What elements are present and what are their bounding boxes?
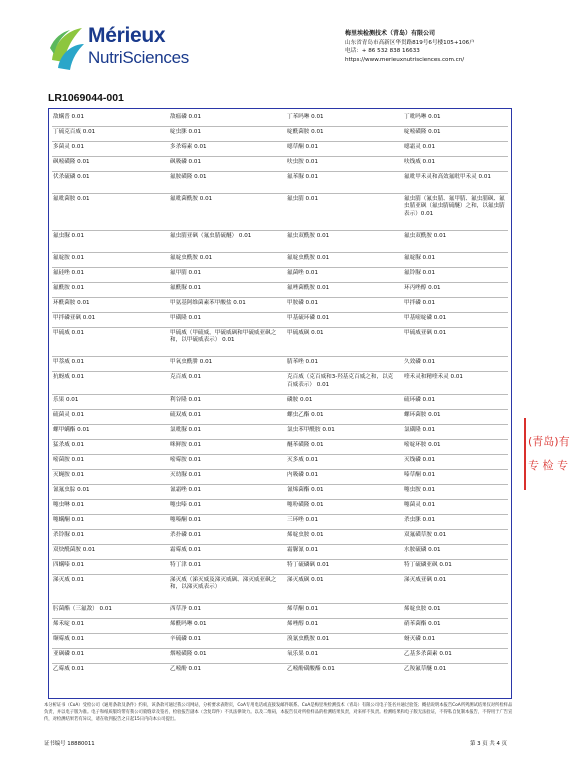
table-cell: 咪鲜胺 0.01 xyxy=(170,441,202,448)
row-divider xyxy=(52,230,508,231)
table-cell: 腈苯唑 0.01 xyxy=(287,359,319,366)
table-cell: 克百威（克百威和3-羟基克百威之和，以克百威表示） 0.01 xyxy=(287,374,394,388)
table-cell: 烯酰吗啉 0.01 xyxy=(170,621,207,627)
table-cell: 甲氧虫酰肼 0.01 xyxy=(170,359,213,366)
row-divider xyxy=(52,544,508,545)
table-cell: 氟吡菌胺 0.01 xyxy=(53,196,90,203)
table-cell: 氰烯菌酯 0.01 xyxy=(287,486,324,493)
table-cell: 氟虫双酰胺 0.01 xyxy=(287,232,330,239)
seal-stamp xyxy=(528,430,570,478)
company-info xyxy=(345,30,535,64)
logo-text-line2: NutriSciences xyxy=(88,48,189,67)
table-cell: 硫环磷 0.01 xyxy=(404,396,436,403)
table-cell: 醚苯磺隆 0.01 xyxy=(287,441,324,448)
table-cell: 乙霉威 0.01 xyxy=(53,666,85,672)
table-cell: 丁硫克百威 0.01 xyxy=(53,129,96,135)
row-divider xyxy=(52,356,508,357)
table-cell: 乐果 0.01 xyxy=(53,396,79,403)
row-divider xyxy=(52,282,508,283)
table-cell: 氟铃脲 0.01 xyxy=(404,270,436,276)
table-cell: 呋虫胺 0.01 xyxy=(287,159,319,165)
table-cell: 啶酰菌胺 0.01 xyxy=(287,129,324,135)
table-cell: 杀虫脒 0.01 xyxy=(404,516,436,523)
stamp-text-2: 专 检 专 xyxy=(528,459,568,472)
table-cell: 砜嘧磺隆 0.01 xyxy=(53,159,90,165)
table-cell: 溴氰虫酰胺 0.01 xyxy=(287,636,330,642)
table-cell: 烯啶虫胺 0.01 xyxy=(404,606,441,612)
table-cell: 啶虫脒 0.01 xyxy=(170,129,202,135)
table-cell: 甲磺隆 0.01 xyxy=(170,315,202,321)
table-cell: 灭多威 0.01 xyxy=(287,456,319,463)
table-cell: 乙基多杀菌素 0.01 xyxy=(404,651,452,657)
table-cell: 蚜灭磷 0.01 xyxy=(404,636,436,642)
row-divider xyxy=(52,409,508,410)
table-cell: 螺环菌胺 0.01 xyxy=(404,411,441,418)
table-cell: 三环唑 0.01 xyxy=(287,516,319,523)
row-divider xyxy=(52,559,508,560)
table-cell: 多杀霉素 0.01 xyxy=(170,144,207,150)
row-divider xyxy=(52,574,508,575)
table-cell: 敌瘟磷 0.01 xyxy=(170,114,202,120)
table-cell: 甲拌磷 0.01 xyxy=(404,300,436,306)
table-cell: 硫菌灵 0.01 xyxy=(53,411,85,418)
row-divider xyxy=(52,297,508,298)
page-number: 第 3 页 共 4 页 xyxy=(470,741,507,747)
table-cell: 氟啶虫酰胺 0.01 xyxy=(287,255,330,261)
table-cell: 霜霉威 0.01 xyxy=(170,546,202,553)
table-cell: 伏杀硫磷 0.01 xyxy=(53,174,90,180)
logo-text-line1: Mérieux xyxy=(88,24,166,47)
table-cell: 氟菌唑 0.01 xyxy=(287,270,319,276)
table-cell: 乙羧氟草醚 0.01 xyxy=(404,666,447,672)
table-cell: 磷胺 0.01 xyxy=(287,396,313,403)
table-cell: 霜脲氰 0.01 xyxy=(287,546,319,553)
row-divider xyxy=(52,312,508,313)
table-cell: 甲基硫环磷 0.01 xyxy=(287,315,330,321)
table-cell: 涕灭威亚砜 0.01 xyxy=(404,576,447,583)
row-divider xyxy=(52,529,508,530)
row-divider xyxy=(52,171,508,172)
row-divider xyxy=(52,371,508,372)
company-address: 山东省青岛市高新区华贯路819号6号楼105+106户 xyxy=(345,39,475,46)
table-cell: 抗蚜威 0.01 xyxy=(53,374,85,381)
row-divider xyxy=(52,484,508,485)
table-cell: 烯禾啶 0.01 xyxy=(53,621,85,627)
table-cell: 环酰菌胺 0.01 xyxy=(53,300,90,306)
table-cell: 氟虫腈 0.01 xyxy=(287,196,319,203)
row-divider xyxy=(52,648,508,649)
table-cell: 螺虫乙酯 0.01 xyxy=(287,411,324,418)
table-cell: 克百威 0.01 xyxy=(170,374,202,381)
table-cell: 嘧菌胺 0.01 xyxy=(53,456,85,463)
table-cell: 甲硫威 0.01 xyxy=(53,330,85,336)
table-cell: 丁吡吗啉 0.01 xyxy=(404,114,441,120)
table-cell: 甲硫威（甲硫威，甲硫威砜和甲硫威亚砜之和，以甲硫威表示） 0.01 xyxy=(170,330,277,344)
table-cell: 噻虫胺 0.01 xyxy=(404,486,436,493)
table-cell: 噻螨酮 0.01 xyxy=(53,516,85,523)
table-cell: 水胺硫磷 0.01 xyxy=(404,546,441,553)
table-cell: 嘧啶环胺 0.01 xyxy=(404,441,441,448)
row-divider xyxy=(52,603,508,604)
table-cell: 硫双威 0.01 xyxy=(170,411,202,418)
table-cell: 螺甲螨酯 0.01 xyxy=(53,426,90,433)
table-cell: 氟苯脲 0.01 xyxy=(287,174,319,180)
table-cell: 甲拌磷亚砜 0.01 xyxy=(53,315,96,321)
row-divider xyxy=(52,394,508,395)
table-cell: 四螨嗪 0.01 xyxy=(53,561,85,568)
row-divider xyxy=(52,327,508,328)
table-cell: 氟吡甲禾灵和高效氟吡甲禾灵 0.01 xyxy=(404,174,491,180)
table-cell: 杀扑磷 0.01 xyxy=(170,531,202,538)
table-cell: 缬霉威 0.01 xyxy=(53,636,85,642)
table-cell: 氟甲腈 0.01 xyxy=(170,270,202,276)
table-cell: 氟胺磺隆 0.01 xyxy=(170,174,207,180)
table-cell: 噻嗪酮 0.01 xyxy=(170,516,202,523)
table-cell: 涕灭威 0.01 xyxy=(53,576,85,583)
row-divider xyxy=(52,126,508,127)
row-divider xyxy=(52,499,508,500)
certificate-number: 证书编号 18880011 xyxy=(44,741,95,747)
table-cell: 氟虫双酰胺 0.01 xyxy=(404,232,447,239)
table-cell: 内吸磷 0.01 xyxy=(287,471,319,478)
row-divider xyxy=(52,267,508,268)
company-logo xyxy=(48,22,188,74)
table-cell: 猛杀威 0.01 xyxy=(53,441,85,448)
table-cell: 特丁硫磷砜 0.01 xyxy=(287,561,330,568)
table-cell: 氟虫腈（氟虫腈、氟甲腈、氟虫腈砜、氟虫腈亚砜（氟虫腈硫醚）之和，以氟虫腈表示）0.01 xyxy=(404,196,505,217)
table-cell: 灭幼脲 0.01 xyxy=(170,471,202,478)
table-cell: 氰霜唑 0.01 xyxy=(170,486,202,493)
table-cell: 涕灭威（涕灭威及涕灭威砜、涕灭威亚砜之和，以涕灭威表示） xyxy=(170,576,277,590)
table-cell: 氟酰胺 0.01 xyxy=(53,285,85,291)
table-cell: 氯磺隆 0.01 xyxy=(404,426,436,433)
table-cell: 烯草酮 0.01 xyxy=(287,606,319,612)
table-cell: 肟菌酯（三氟敌） 0.01 xyxy=(53,606,112,612)
table-cell: 特丁硫磷亚砜 0.01 xyxy=(404,561,452,568)
table-cell: 氯吡脲 0.01 xyxy=(170,426,202,433)
stamp-edge xyxy=(524,418,526,490)
table-cell: 喹禾灵和精喹禾灵 0.01 xyxy=(404,374,463,381)
table-cell: 西草净 0.01 xyxy=(170,606,202,612)
table-cell: 噁霜灵 0.01 xyxy=(404,144,436,150)
table-cell: 烯唑醇 0.01 xyxy=(287,621,319,627)
table-cell: 氟啶胺 0.01 xyxy=(53,255,85,261)
results-table xyxy=(48,108,512,699)
table-cell: 灭蝇胺 0.01 xyxy=(53,471,85,478)
table-cell: 环丙唑醇 0.01 xyxy=(404,285,441,291)
table-cell: 久效磷 0.01 xyxy=(404,359,436,366)
table-cell: 杀铃脲 0.01 xyxy=(53,531,85,538)
table-cell: 甲硫威亚砜 0.01 xyxy=(404,330,447,336)
company-name: 梅里埃检测技术（青岛）有限公司 xyxy=(345,30,436,37)
table-cell: 甲萘威 0.01 xyxy=(53,359,85,366)
row-divider xyxy=(52,454,508,455)
row-divider xyxy=(52,424,508,425)
table-cell: 双氟磺草胺 0.01 xyxy=(404,531,447,538)
table-cell: 利谷隆 0.01 xyxy=(170,396,202,403)
row-divider xyxy=(52,193,508,194)
row-divider xyxy=(52,618,508,619)
row-divider xyxy=(52,141,508,142)
table-cell: 甲硫威砜 0.01 xyxy=(287,330,324,336)
table-cell: 硝苯菌酯 0.01 xyxy=(404,621,441,627)
table-cell: 嘧霉胺 0.01 xyxy=(170,456,202,463)
table-cell: 灭线磷 0.01 xyxy=(404,456,436,463)
table-cell: 嗪草酮 0.01 xyxy=(404,471,436,478)
table-cell: 呋线威 0.01 xyxy=(404,159,436,165)
table-cell: 敌螨普 0.01 xyxy=(53,114,85,120)
table-cell: 砜吸磷 0.01 xyxy=(170,159,202,165)
table-cell: 氟啶脲 0.01 xyxy=(404,255,436,261)
row-divider xyxy=(52,663,508,664)
table-cell: 丁苯吗啉 0.01 xyxy=(287,114,324,120)
table-cell: 噁草酮 0.01 xyxy=(287,144,319,150)
report-number: LR1069044-001 xyxy=(48,92,124,104)
table-cell: 氟硅唑 0.01 xyxy=(53,270,85,276)
table-cell: 特丁津 0.01 xyxy=(170,561,202,568)
footnote-text: 本分析证书（CoA）受检公司《通用条款及条件》约束，该条款可通过我公司网站，分析要求表附页，CoA专用电话或直接发邮件联系。CoA是梅里埃检测技术（青岛）有限公司电子签名并通过验签；概括说明本报告CoA所列测试结果仅对所检样品负责，并以电子版为准。电子和纸质版均带有我公司骑缝章及签名，检验报告副本（含复印件）不具法律效力。以及二维码，本报告仅对所检样品的检测结果负责，对来样不负责。检测结果和电子版无法验证，不得私自复制本报告，不得用于广告宣传，对检测结果若有异议，请在收到报告之日起15日内向本公司提出。 xyxy=(44,703,513,722)
table-cell: 多菌灵 0.01 xyxy=(53,144,85,150)
company-phone: 电话：+ 86 532 838 16633 xyxy=(345,48,420,55)
table-cell: 氟酰脲 0.01 xyxy=(170,285,202,291)
row-divider xyxy=(52,252,508,253)
table-cell: 乙嘧酚 0.01 xyxy=(170,666,202,672)
table-cell: 啶嘧磺隆 0.01 xyxy=(404,129,441,135)
table-cell: 氟啶虫酰胺 0.01 xyxy=(170,255,213,261)
table-cell: 氧乐果 0.01 xyxy=(287,651,319,657)
table-cell: 甲氨基阿维菌素苯甲酸盐 0.01 xyxy=(170,300,246,306)
stamp-text-1: (青岛)有 xyxy=(528,435,570,448)
company-website[interactable]: https://www.merieuxnutrisciences.com.cn/ xyxy=(345,56,465,63)
table-cell: 烯啶虫胺 0.01 xyxy=(287,531,324,538)
table-cell: 氯虫苯甲酰胺 0.01 xyxy=(287,426,335,433)
table-cell: 甲胺磷 0.01 xyxy=(287,300,319,306)
row-divider xyxy=(52,156,508,157)
table-cell: 双炔酰菌胺 0.01 xyxy=(53,546,96,553)
table-cell: 氟虫脲 0.01 xyxy=(53,232,85,239)
table-cell: 涕灭威砜 0.01 xyxy=(287,576,324,583)
table-cell: 亚砜磷 0.01 xyxy=(53,651,85,657)
table-cell: 氟唑菌酰胺 0.01 xyxy=(287,285,330,291)
logo-mark-icon xyxy=(48,22,88,74)
row-divider xyxy=(52,633,508,634)
table-cell: 氰氟虫腙 0.01 xyxy=(53,486,90,493)
table-cell: 烟嘧磺隆 0.01 xyxy=(170,651,207,657)
table-cell: 甲基嘧啶磷 0.01 xyxy=(404,315,447,321)
table-cell: 噻虫啉 0.01 xyxy=(53,501,85,508)
row-divider xyxy=(52,514,508,515)
table-cell: 氟虫腈亚砜（氟虫腈硫醚） 0.01 xyxy=(170,232,252,239)
table-cell: 乙嘧酚磺酸酯 0.01 xyxy=(287,666,335,672)
table-cell: 噻菌灵 0.01 xyxy=(404,501,436,508)
table-cell: 噻吩磺隆 0.01 xyxy=(287,501,324,508)
table-cell: 噻虫嗪 0.01 xyxy=(170,501,202,508)
table-cell: 辛硫磷 0.01 xyxy=(170,636,202,642)
row-divider xyxy=(52,439,508,440)
table-cell: 氟吡菌酰胺 0.01 xyxy=(170,196,213,203)
row-divider xyxy=(52,469,508,470)
